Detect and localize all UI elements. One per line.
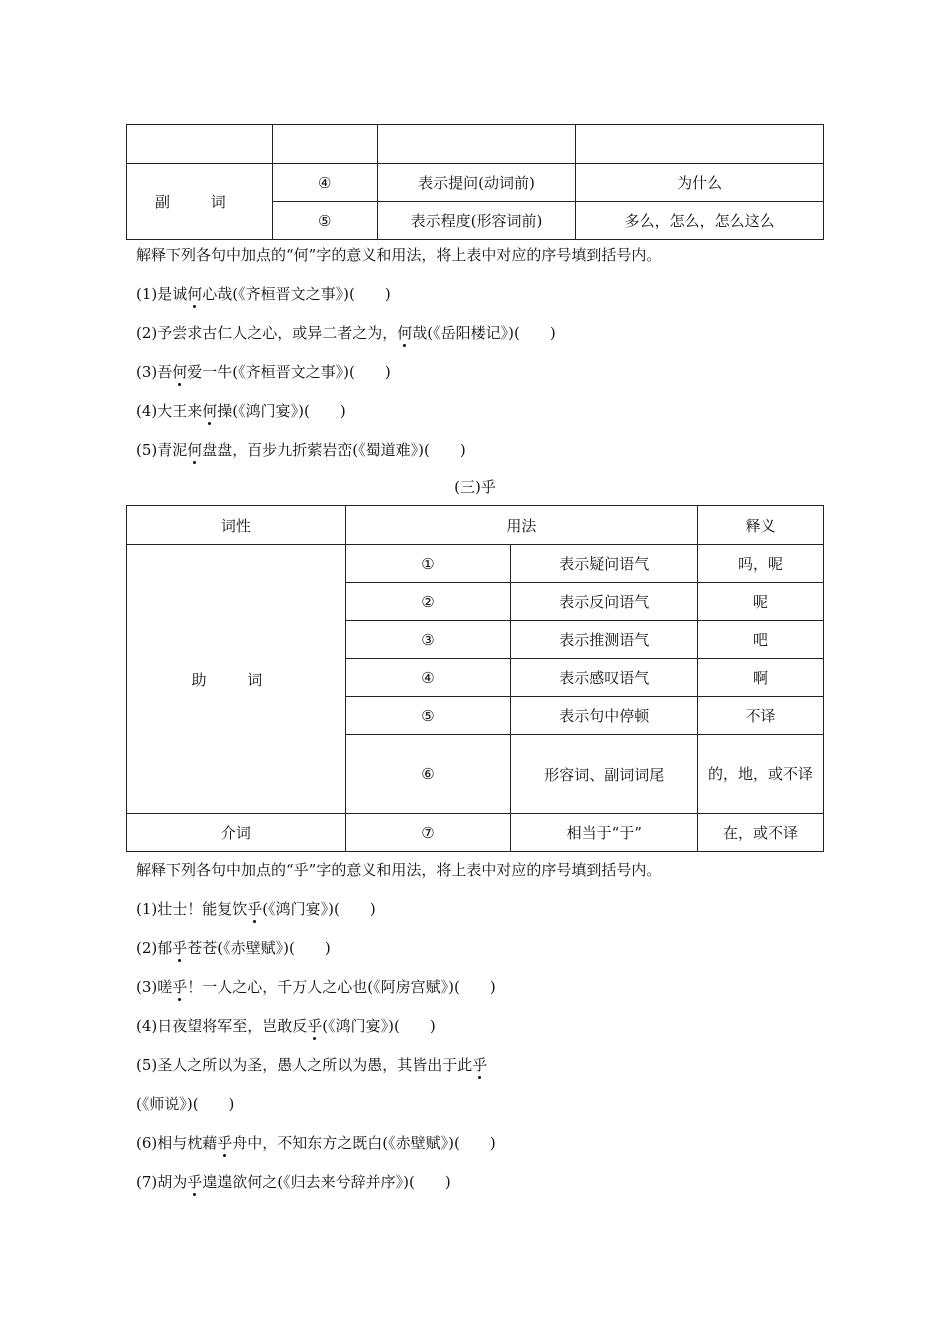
table-row bbox=[127, 545, 824, 583]
usage-text: 表示句中停顿 bbox=[511, 697, 698, 735]
meaning-text: 啊 bbox=[698, 659, 824, 697]
hu-item-4: (4)日夜望将军至，岂敢反乎(《鸿门宴》)( ) bbox=[136, 1017, 436, 1035]
usage-number: ① bbox=[345, 545, 511, 583]
header-pos: 词性 bbox=[127, 506, 346, 545]
usage-number: ⑦ bbox=[345, 814, 511, 852]
particle-label: 助 词 bbox=[127, 545, 346, 814]
dotted-char: 乎 bbox=[172, 978, 188, 996]
usage-text: 表示推测语气 bbox=[511, 621, 698, 659]
hu-usage-table bbox=[126, 505, 824, 852]
meaning-text: 为什么 bbox=[576, 164, 824, 202]
meaning-text: 不译 bbox=[698, 697, 824, 735]
usage-text: 表示程度(形容词前) bbox=[377, 202, 576, 240]
prep-label: 介词 bbox=[127, 814, 346, 852]
usage-text: 表示疑问语气 bbox=[511, 545, 698, 583]
hu-item-6: (6)相与枕藉乎舟中，不知东方之既白(《赤壁赋》)( ) bbox=[136, 1134, 496, 1152]
he-instruction: 解释下列各句中加点的“何”字的意义和用法，将上表中对应的序号填到括号内。 bbox=[136, 246, 662, 264]
dotted-char: 乎 bbox=[472, 1056, 488, 1074]
table-row bbox=[127, 814, 824, 852]
meaning-text: 多么，怎么，怎么这么 bbox=[576, 202, 824, 240]
usage-number: ⑥ bbox=[345, 735, 511, 814]
he-item-5: (5)青泥何盘盘，百步九折萦岩峦(《蜀道难》)( ) bbox=[136, 441, 466, 459]
hu-item-7: (7)胡为乎遑遑欲何之(《归去来兮辞并序》)( ) bbox=[136, 1173, 451, 1191]
table-row bbox=[127, 125, 824, 164]
usage-text: 表示感叹语气 bbox=[511, 659, 698, 697]
dotted-char: 何 bbox=[187, 285, 203, 303]
usage-text: 形容词、副词词尾 bbox=[511, 735, 698, 814]
dotted-char: 何 bbox=[187, 441, 203, 459]
hu-item-3: (3)嗟乎！一人之心，千万人之心也(《阿房宫赋》)( ) bbox=[136, 978, 496, 996]
meaning-text: 吗，呢 bbox=[698, 545, 824, 583]
meaning-text: 在，或不译 bbox=[698, 814, 824, 852]
header-usage: 用法 bbox=[345, 506, 697, 545]
meaning-text: 吧 bbox=[698, 621, 824, 659]
table-row bbox=[127, 164, 824, 202]
hu-item-2: (2)郁乎苍苍(《赤壁赋》)( ) bbox=[136, 939, 331, 957]
usage-number: ⑤ bbox=[272, 202, 377, 240]
usage-number: ④ bbox=[272, 164, 377, 202]
he-item-1: (1)是诚何心哉(《齐桓晋文之事》)( ) bbox=[136, 285, 391, 303]
hu-item-5-continued: (《师说》)( ) bbox=[136, 1095, 235, 1113]
he-item-3: (3)吾何爱一牛(《齐桓晋文之事》)( ) bbox=[136, 363, 391, 381]
usage-number: ③ bbox=[345, 621, 511, 659]
he-usage-table bbox=[126, 124, 824, 240]
header-meaning: 释义 bbox=[698, 506, 824, 545]
adverb-label: 副 词 bbox=[127, 164, 273, 240]
usage-text: 相当于“于” bbox=[511, 814, 698, 852]
he-item-2: (2)予尝求古仁人之心，或异二者之为，何哉(《岳阳楼记》)( ) bbox=[136, 324, 556, 342]
dotted-char: 乎 bbox=[187, 1173, 203, 1191]
dotted-char: 何 bbox=[202, 402, 218, 420]
hu-item-1: (1)壮士！能复饮乎(《鸿门宴》)( ) bbox=[136, 900, 376, 918]
dotted-char: 何 bbox=[397, 324, 413, 342]
dotted-char: 乎 bbox=[307, 1017, 323, 1035]
table-header-row bbox=[127, 506, 824, 545]
dotted-char: 乎 bbox=[217, 1134, 233, 1152]
usage-text: 表示反问语气 bbox=[511, 583, 698, 621]
dotted-char: 何 bbox=[172, 363, 188, 381]
usage-number: ④ bbox=[345, 659, 511, 697]
he-item-4: (4)大王来何操(《鸿门宴》)( ) bbox=[136, 402, 346, 420]
meaning-text: 呢 bbox=[698, 583, 824, 621]
section-title: (三)乎 bbox=[454, 478, 496, 496]
meaning-text: 的，地，或不译 bbox=[698, 735, 824, 814]
dotted-char: 乎 bbox=[247, 900, 263, 918]
usage-number: ② bbox=[345, 583, 511, 621]
hu-item-5: (5)圣人之所以为圣，愚人之所以为愚，其皆出于此乎 bbox=[136, 1056, 488, 1074]
dotted-char: 乎 bbox=[172, 939, 188, 957]
usage-text: 表示提问(动词前) bbox=[377, 164, 576, 202]
hu-instruction: 解释下列各句中加点的“乎”字的意义和用法，将上表中对应的序号填到括号内。 bbox=[136, 861, 662, 879]
usage-number: ⑤ bbox=[345, 697, 511, 735]
